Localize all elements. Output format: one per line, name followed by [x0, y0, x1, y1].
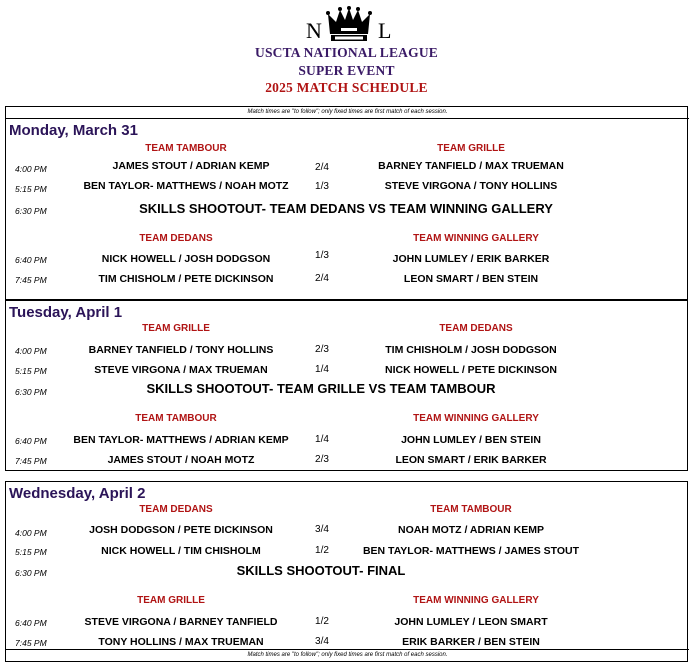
- header-line-2: SUPER EVENT: [298, 63, 395, 78]
- match-right-pair: JOHN LUMLEY / BEN STEIN: [401, 434, 541, 446]
- header-line-3: 2025 MATCH SCHEDULE: [265, 80, 428, 95]
- match-time: 5:15 PM: [15, 547, 47, 557]
- match-left-pair: NICK HOWELL / TIM CHISHOLM: [101, 545, 261, 557]
- match-right-pair: STEVE VIRGONA / TONY HOLLINS: [384, 180, 558, 192]
- match-right-pair: NICK HOWELL / PETE DICKINSON: [385, 364, 557, 376]
- team-header-left: TEAM DEDANS: [139, 504, 213, 515]
- team-header-right: TEAM GRILLE: [437, 143, 505, 154]
- match-left-pair: BARNEY TANFIELD / TONY HOLLINS: [88, 344, 274, 356]
- match-left-pair: TONY HOLLINS / MAX TRUEMAN: [98, 636, 264, 648]
- match-left-pair: JOSH DODGSON / PETE DICKINSON: [89, 524, 273, 536]
- skills-shootout: SKILLS SHOOTOUT- TEAM DEDANS VS TEAM WINNING GALLERY: [139, 201, 553, 216]
- match-time: 5:15 PM: [15, 366, 47, 376]
- logo-letter-l: L: [378, 18, 392, 43]
- match-courts: 2/4: [315, 273, 329, 284]
- match-courts: 2/3: [315, 454, 329, 465]
- team-header-left: TEAM TAMBOUR: [145, 143, 227, 154]
- team-header-right: TEAM DEDANS: [439, 323, 513, 334]
- match-left-pair: STEVE VIRGONA / MAX TRUEMAN: [94, 364, 268, 376]
- match-time: 6:40 PM: [15, 618, 47, 628]
- match-courts: 1/4: [315, 364, 329, 375]
- team-header-left: TEAM TAMBOUR: [135, 413, 217, 424]
- day-title: Tuesday, April 1: [9, 304, 123, 321]
- match-right-pair: BARNEY TANFIELD / MAX TRUEMAN: [378, 160, 564, 172]
- note-divider: [6, 649, 689, 650]
- logo-letter-n: N: [306, 18, 322, 43]
- team-header-left: TEAM DEDANS: [139, 233, 213, 244]
- team-header-left: TEAM GRILLE: [142, 323, 210, 334]
- schedule-header: [0, 0, 693, 102]
- match-right-pair: BEN TAYLOR- MATTHEWS / JAMES STOUT: [362, 545, 580, 557]
- match-time: 4:00 PM: [15, 528, 47, 538]
- match-courts: 1/2: [315, 545, 329, 556]
- match-time: 6:40 PM: [15, 255, 47, 265]
- match-courts: 3/4: [315, 524, 329, 535]
- match-right-pair: JOHN LUMLEY / LEON SMART: [394, 616, 548, 628]
- bottom-note: Match times are "to follow"; only fixed times are first match of each session.: [247, 652, 448, 658]
- match-courts: 3/4: [315, 636, 329, 647]
- match-left-pair: JAMES STOUT / ADRIAN KEMP: [112, 160, 270, 172]
- match-courts: 1/4: [315, 434, 329, 445]
- match-time: 4:00 PM: [15, 346, 47, 356]
- top-note: Match times are "to follow"; only fixed times are first match of each session.: [247, 109, 448, 115]
- match-right-pair: NOAH MOTZ / ADRIAN KEMP: [397, 524, 545, 536]
- note-divider: [6, 118, 689, 119]
- team-header-right: TEAM TAMBOUR: [430, 504, 512, 515]
- shootout-time: 6:30 PM: [15, 568, 47, 578]
- day-section-wednesday: [5, 481, 688, 662]
- match-right-pair: JOHN LUMLEY / ERIK BARKER: [392, 253, 550, 265]
- match-right-pair: LEON SMART / BEN STEIN: [403, 273, 539, 285]
- match-courts: 1/2: [315, 616, 329, 627]
- team-header-right: TEAM WINNING GALLERY: [413, 413, 539, 424]
- match-right-pair: ERIK BARKER / BEN STEIN: [402, 636, 540, 648]
- day-section-monday: [5, 106, 688, 300]
- match-courts: 1/3: [315, 250, 329, 261]
- match-time: 7:45 PM: [15, 638, 47, 648]
- crown-icon: [326, 6, 372, 44]
- match-time: 4:00 PM: [15, 164, 47, 174]
- day-section-tuesday: [5, 300, 688, 471]
- match-left-pair: NICK HOWELL / JOSH DODGSON: [101, 253, 271, 265]
- match-time: 5:15 PM: [15, 184, 47, 194]
- match-courts: 2/3: [315, 344, 329, 355]
- match-time: 6:40 PM: [15, 436, 47, 446]
- match-left-pair: STEVE VIRGONA / BARNEY TANFIELD: [84, 616, 278, 628]
- match-left-pair: BEN TAYLOR- MATTHEWS / NOAH MOTZ: [83, 180, 289, 192]
- match-left-pair: TIM CHISHOLM / PETE DICKINSON: [98, 273, 274, 285]
- team-header-right: TEAM WINNING GALLERY: [413, 233, 539, 244]
- shootout-time: 6:30 PM: [15, 206, 47, 216]
- match-left-pair: BEN TAYLOR- MATTHEWS / ADRIAN KEMP: [73, 434, 289, 446]
- team-header-left: TEAM GRILLE: [137, 595, 205, 606]
- league-logo: [296, 4, 396, 44]
- day-title: Monday, March 31: [9, 122, 138, 139]
- match-time: 7:45 PM: [15, 275, 47, 285]
- match-right-pair: TIM CHISHOLM / JOSH DODGSON: [385, 344, 557, 356]
- team-header-right: TEAM WINNING GALLERY: [413, 595, 539, 606]
- day-title: Wednesday, April 2: [9, 485, 146, 502]
- shootout-time: 6:30 PM: [15, 387, 47, 397]
- header-line-1: USCTA NATIONAL LEAGUE: [255, 45, 438, 60]
- match-time: 7:45 PM: [15, 456, 47, 466]
- skills-shootout: SKILLS SHOOTOUT- FINAL: [236, 563, 406, 578]
- match-left-pair: JAMES STOUT / NOAH MOTZ: [107, 454, 255, 466]
- match-right-pair: LEON SMART / ERIK BARKER: [395, 454, 547, 466]
- skills-shootout: SKILLS SHOOTOUT- TEAM GRILLE VS TEAM TAMBOUR: [146, 381, 496, 396]
- match-courts: 1/3: [315, 181, 329, 192]
- match-courts: 2/4: [315, 162, 329, 173]
